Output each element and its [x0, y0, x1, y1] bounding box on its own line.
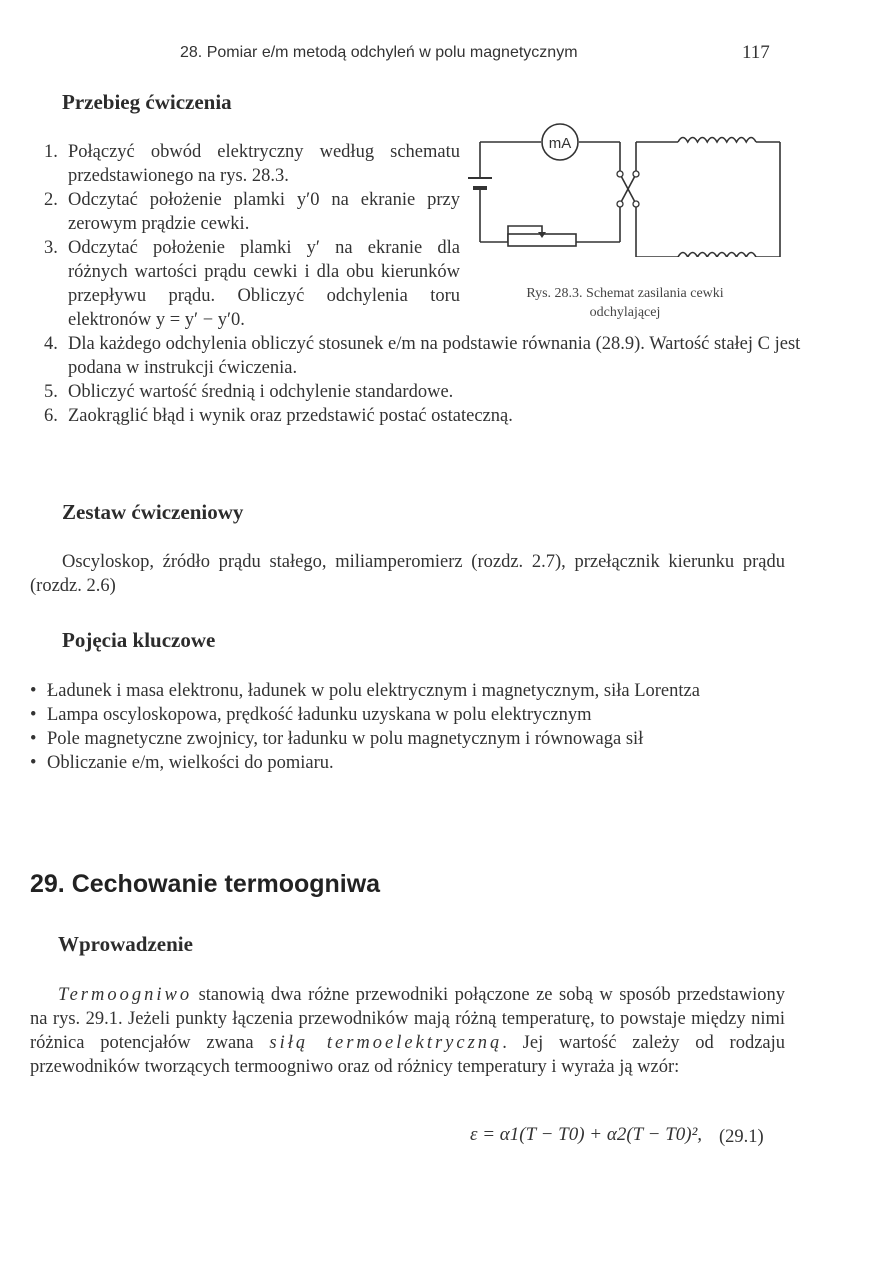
switch-contact	[617, 201, 623, 207]
step-2: 2. Odczytać położenie plamki y′0 na ekranie przy zerowym prądzie cewki.	[44, 190, 460, 234]
step-text: Połączyć obwód elektryczny według schematu przedstawionego na rys. 28.3.	[68, 142, 460, 186]
list-item: • Obliczanie e/m, wielkości do pomiaru.	[30, 753, 334, 773]
equation: ε = α1(T − T0) + α2(T − T0)²,	[470, 1124, 703, 1145]
step-1: 1. Połączyć obwód elektryczny według schematu przedstawionego na rys. 28.3.	[44, 142, 460, 186]
list-item: • Lampa oscyloskopowa, prędkość ładunku uzyskana w polu elektrycznym	[30, 705, 592, 725]
step-text: Zaokrąglić błąd i wynik oraz przedstawić postać ostateczną.	[68, 406, 513, 426]
coil-bottom-icon	[678, 253, 756, 258]
section-heading-introduction: Wprowadzenie	[58, 932, 193, 956]
step-6: 6. Zaokrąglić błąd i wynik oraz przedstawić postać ostateczną.	[44, 406, 513, 426]
switch-contact	[633, 201, 639, 207]
circuit-diagram	[466, 122, 786, 257]
concepts-list	[30, 679, 785, 775]
step-text: Dla każdego odchylenia obliczyć stosunek e/m na podstawie równania (28.9). Wartość stałej C jest podana w instrukcji ćwiczenia.	[68, 334, 801, 378]
section-heading-equipment: Zestaw ćwiczeniowy	[62, 500, 244, 524]
section-heading-concepts: Pojęcia kluczowe	[62, 628, 216, 652]
chapter-title: 29. Cechowanie termoogniwa	[30, 870, 381, 898]
running-head-title: 28. Pomiar e/m metodą odchyleń w polu magnetycznym	[180, 44, 578, 61]
step-text: Odczytać położenie plamki y′0 na ekranie przy zerowym prądzie cewki.	[68, 190, 460, 234]
step-3: 3. Odczytać położenie plamki y′ na ekranie dla różnych wartości prądu cewki i dla obu kierunków przepływu prądu. Obliczyć odchylenia toru elektronów y = y′ − y′0.	[44, 238, 460, 330]
figure-caption: Rys. 28.3. Schemat zasilania cewki odchylającej	[526, 286, 724, 320]
step-text: Odczytać położenie plamki y′ na ekranie dla różnych wartości prądu cewki i dla obu kierunków przepływu prądu. Obliczyć odchylenia toru elektronów y = y′ − y′0.	[68, 238, 460, 330]
equipment-text: Oscyloskop, źródło prądu stałego, miliamperomierz (rozdz. 2.7), przełącznik kierunku prądu (rozdz. 2.6)	[30, 552, 785, 596]
list-item: • Ładunek i masa elektronu, ładunek w polu elektrycznym i magnetycznym, siła Lorentza	[30, 681, 700, 701]
step-text: Obliczyć wartość średnią i odchylenie standardowe.	[68, 382, 454, 402]
list-item: • Pole magnetyczne zwojnicy, tor ładunku w polu magnetycznym i równowaga sił	[30, 729, 644, 749]
section-heading-procedure: Przebieg ćwiczenia	[62, 90, 232, 114]
term-thermocouple: Termoogniwo	[58, 985, 193, 1005]
switch-contact	[633, 171, 639, 177]
page-number: 117	[742, 42, 770, 63]
step-4: 4. Dla każdego odchylenia obliczyć stosunek e/m na podstawie równania (28.9). Wartość stałej C jest podana w instrukcji ćwiczenia.	[44, 334, 801, 378]
introduction-paragraph: Termoogniwo stanowią dwa różne przewodniki połączone ze sobą w sposób przedstawiony na rys. 29.1. Jeżeli punkty łączenia przewodników mają różną temperaturę, to powstaje między nimi różnica potencjałów zwana siłą termoelektryczną. Jej wartość zależy od rodzaju przewodników tworzących termoogniwo oraz od różnicy temperatury i wyraża ją wzór:	[30, 985, 786, 1077]
switch-contact	[617, 171, 623, 177]
coil-top-icon	[678, 138, 756, 143]
equation-number: (29.1)	[719, 1127, 764, 1147]
meter-label: mA	[548, 135, 572, 152]
step-5: 5. Obliczyć wartość średnią i odchylenie standardowe.	[44, 382, 454, 402]
term-thermoelectric-force: siłą termoelektryczną	[269, 1033, 503, 1053]
